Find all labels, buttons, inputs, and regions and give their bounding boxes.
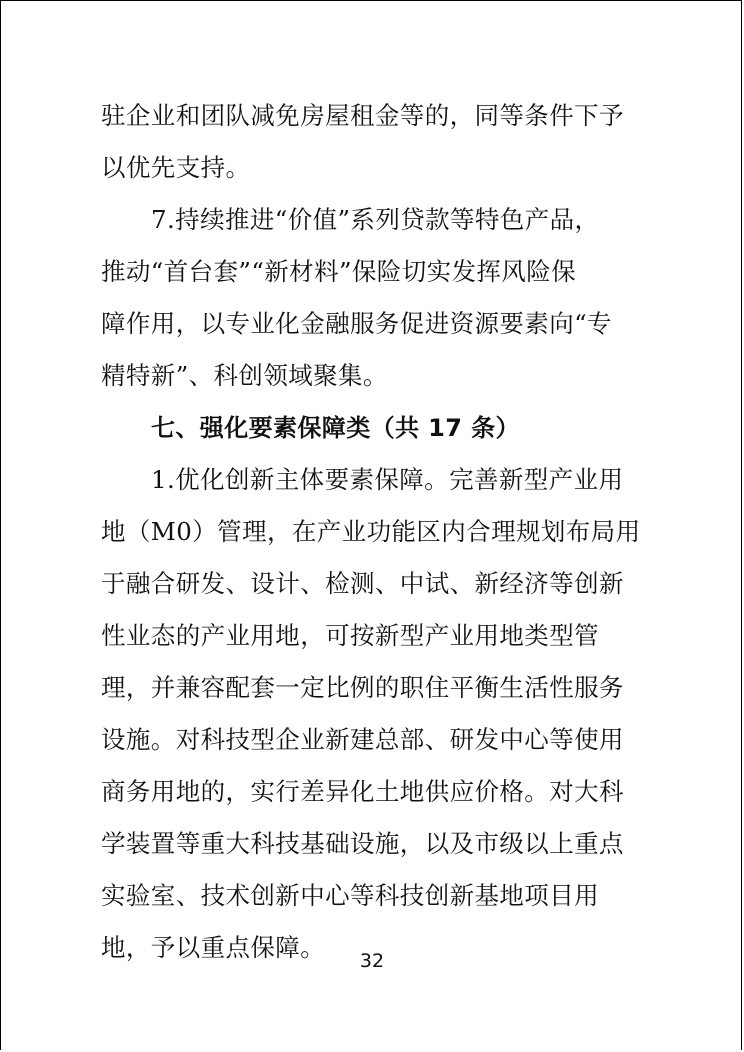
paragraph-line: 地（M0）管理，在产业功能区内合理规划布局用 xyxy=(101,517,641,546)
paragraph-line: 学装置等重大科技基础设施，以及市级以上重点 xyxy=(101,829,624,858)
document-body xyxy=(101,90,641,974)
page-number: 32 xyxy=(359,950,385,972)
paragraph-line: 商务用地的，实行差异化土地供应价格。对大科 xyxy=(101,777,624,806)
paragraph-line: 1.优化创新主体要素保障。完善新型产业用 xyxy=(151,465,624,494)
paragraph-line: 以优先支持。 xyxy=(101,153,251,182)
paragraph-line: 推动“首台套”“新材料”保险切实发挥风险保 xyxy=(101,257,576,286)
paragraph-line: 实验室、技术创新中心等科技创新基地项目用 xyxy=(101,881,599,910)
section-heading: 七、强化要素保障类（共 17 条） xyxy=(151,414,520,442)
paragraph-line: 精特新”、科创领域聚集。 xyxy=(101,361,388,390)
paragraph-line: 障作用，以专业化金融服务促进资源要素向“专 xyxy=(101,309,612,338)
paragraph-line: 地，予以重点保障。 xyxy=(101,933,326,962)
paragraph-line: 7.持续推进“价值”系列贷款等特色产品， xyxy=(151,205,600,234)
paragraph-line: 设施。对科技型企业新建总部、研发中心等使用 xyxy=(101,725,624,754)
paragraph-line: 理，并兼容配套一定比例的职住平衡生活性服务 xyxy=(101,673,624,702)
paragraph-line: 驻企业和团队减免房屋租金等的，同等条件下予 xyxy=(101,101,624,130)
paragraph-line: 于融合研发、设计、检测、中试、新经济等创新 xyxy=(101,569,624,598)
paragraph-line: 性业态的产业用地，可按新型产业用地类型管 xyxy=(101,621,599,650)
